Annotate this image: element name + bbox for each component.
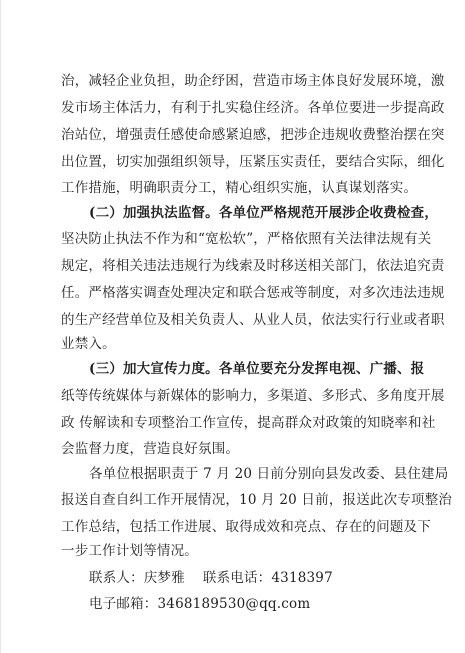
body-line: 坚决防止执法不作为和“宽松软”，严格依照有关法律法规有关 [61, 231, 432, 247]
body-line: 各单位根据职责于 7 月 20 日前分别向县发改委、县住建局 [89, 466, 449, 482]
body-line: 会监督力度，营造良好氛围。 [61, 441, 240, 457]
section-heading-three: (三）加大宣传力度。各单位要充分发挥电视、广播、报 [89, 361, 425, 377]
body-line: 政 传解读和专项整治工作宣传，提高群众对政策的知晓率和社 [61, 415, 436, 431]
contact-line: 联系人：庆梦雅 联系电话：4318397 [89, 570, 333, 586]
body-line: 纸等传统媒体与新媒体的影响力，多渠道、多形式、多角度开展 [61, 388, 445, 404]
body-line: 任。严格落实调查处理决定和联合惩戒等制度，对多次违法违规 [61, 285, 445, 301]
body-line: 治站位，增强责任感使命感紧迫感，把涉企违规收费整治摆在突 [61, 127, 445, 143]
email-line: 电子邮箱：3468189530@qq.com [89, 596, 311, 612]
body-line: 规定，将相关违法违规行为线索及时移送相关部门，依法追究责 [61, 258, 445, 274]
body-line: 的生产经营单位及相关负责人、从业人员，依法实行行业或者职 [61, 312, 445, 328]
body-line: 出位置，切实加强组织领导，压紧压实责任，要结合实际，细化 [61, 154, 445, 170]
body-line: 报送自查自纠工作开展情况，10 月 20 日前，报送此次专项整治 [61, 492, 453, 508]
body-line: 工作措施，明确职责分工，精心组织实施，认真谋划落实。 [61, 180, 418, 196]
section-heading-two: (二）加强执法监督。各单位严格规范开展涉企收费检查， [89, 205, 439, 221]
body-line: 发市场主体活力，有利于扎实稳住经济。各单位要进一步提高政 [61, 100, 445, 116]
body-line: 工作总结，包括工作进展、取得成效和亮点、存在的问题及下 [61, 519, 431, 535]
body-line: 一步工作计划等情况。 [61, 543, 198, 559]
body-line: 业禁入。 [61, 336, 116, 352]
body-line: 治，减轻企业负担，助企纾困，营造市场主体良好发展环境，激 [61, 73, 445, 89]
